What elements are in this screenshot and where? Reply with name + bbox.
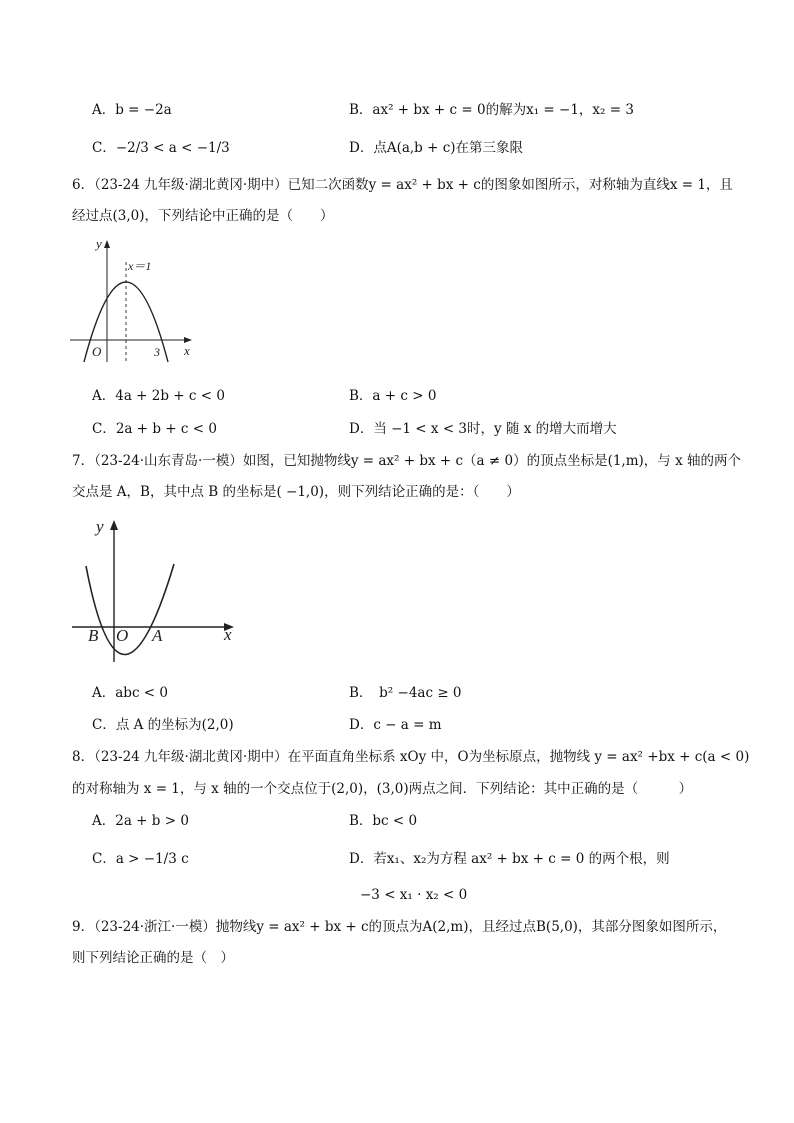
q7-parabola-graph [70, 514, 242, 664]
q6-root-label: 3 [154, 345, 160, 359]
q6-option-c: C．2a + b + c < 0 [92, 421, 217, 437]
q5-option-c: C．−2/3 < a < −1/3 [92, 140, 230, 156]
q5-option-a: A．b = −2a [92, 102, 172, 118]
q7-option-a: A．abc < 0 [92, 685, 168, 701]
q7-option-c: C．点 A 的坐标为(2,0) [92, 717, 234, 733]
q8-stem-line2: 的对称轴为 x = 1，与 x 轴的一个交点位于(2,0)，(3,0)两点之间．下列结论：其中正确的是（ ） [72, 781, 693, 797]
q6-symmetry-label: x＝1 [128, 259, 152, 273]
q8-option-c: C．a > −1/3 c [92, 851, 189, 867]
q6-option-a: A．4a + 2b + c < 0 [92, 388, 225, 404]
q7-x-label: x [224, 625, 232, 644]
q6-stem-line1: 6．（23-24 九年级·湖北黄冈·期中）已知二次函数y = ax² + bx + c的图象如图所示，对称轴为直线x = 1，且 [72, 177, 733, 193]
q8-option-a: A．2a + b > 0 [92, 813, 189, 829]
q7-stem-line2: 交点是 A，B，其中点 B 的坐标是( −1,0)，则下列结论正确的是：（ ） [72, 484, 520, 500]
q7-point-b-label: B [88, 626, 99, 645]
q7-y-label: y [96, 517, 104, 536]
q7-option-d: D．c − a = m [349, 717, 442, 733]
q6-option-b: B．a + c > 0 [349, 388, 437, 404]
q7-stem-line1: 7．（23-24·山东青岛·一模）如图，已知抛物线y = ax² + bx + c（a ≠ 0）的顶点坐标是(1,m)，与 x 轴的两个 [72, 453, 741, 469]
q6-origin-label: O [92, 344, 102, 359]
q9-stem-line2: 则下列结论正确的是（ ） [72, 950, 234, 966]
q6-x-label: x [184, 343, 190, 358]
q6-y-arrow [104, 240, 110, 248]
q7-point-a-label: A [152, 626, 163, 645]
q7-origin-label: O [116, 626, 129, 645]
q6-stem-line2: 经过点(3,0)，下列结论中正确的是（ ） [72, 208, 334, 224]
q8-option-d-continued: −3 < x₁ · x₂ < 0 [360, 887, 468, 903]
q7-option-b: B． b² −4ac ≥ 0 [349, 685, 462, 701]
q6-option-d: D．当 −1 < x < 3时，y 随 x 的增大而增大 [349, 421, 617, 437]
q6-y-label: y [96, 236, 102, 251]
q9-stem-line1: 9．（23-24·浙江·一模）抛物线y = ax² + bx + c的顶点为A(2,m)，且经过点B(5,0)，其部分图象如图所示， [72, 919, 727, 935]
q8-option-b: B．bc < 0 [349, 813, 418, 829]
q5-option-b: B．ax² + bx + c = 0的解为x₁ = −1，x₂ = 3 [349, 102, 634, 118]
q5-option-d: D．点A(a,b + c)在第三象限 [349, 140, 524, 156]
q8-option-d: D．若x₁、x₂为方程 ax² + bx + c = 0 的两个根，则 [349, 851, 670, 867]
q8-stem-line1: 8．（23-24 九年级·湖北黄冈·期中）在平面直角坐标系 xOy 中，O为坐标原点，抛物线 y = ax² +bx + c(a < 0) [72, 749, 750, 765]
q7-y-arrow [110, 520, 118, 530]
q6-parabola-graph [66, 232, 206, 366]
